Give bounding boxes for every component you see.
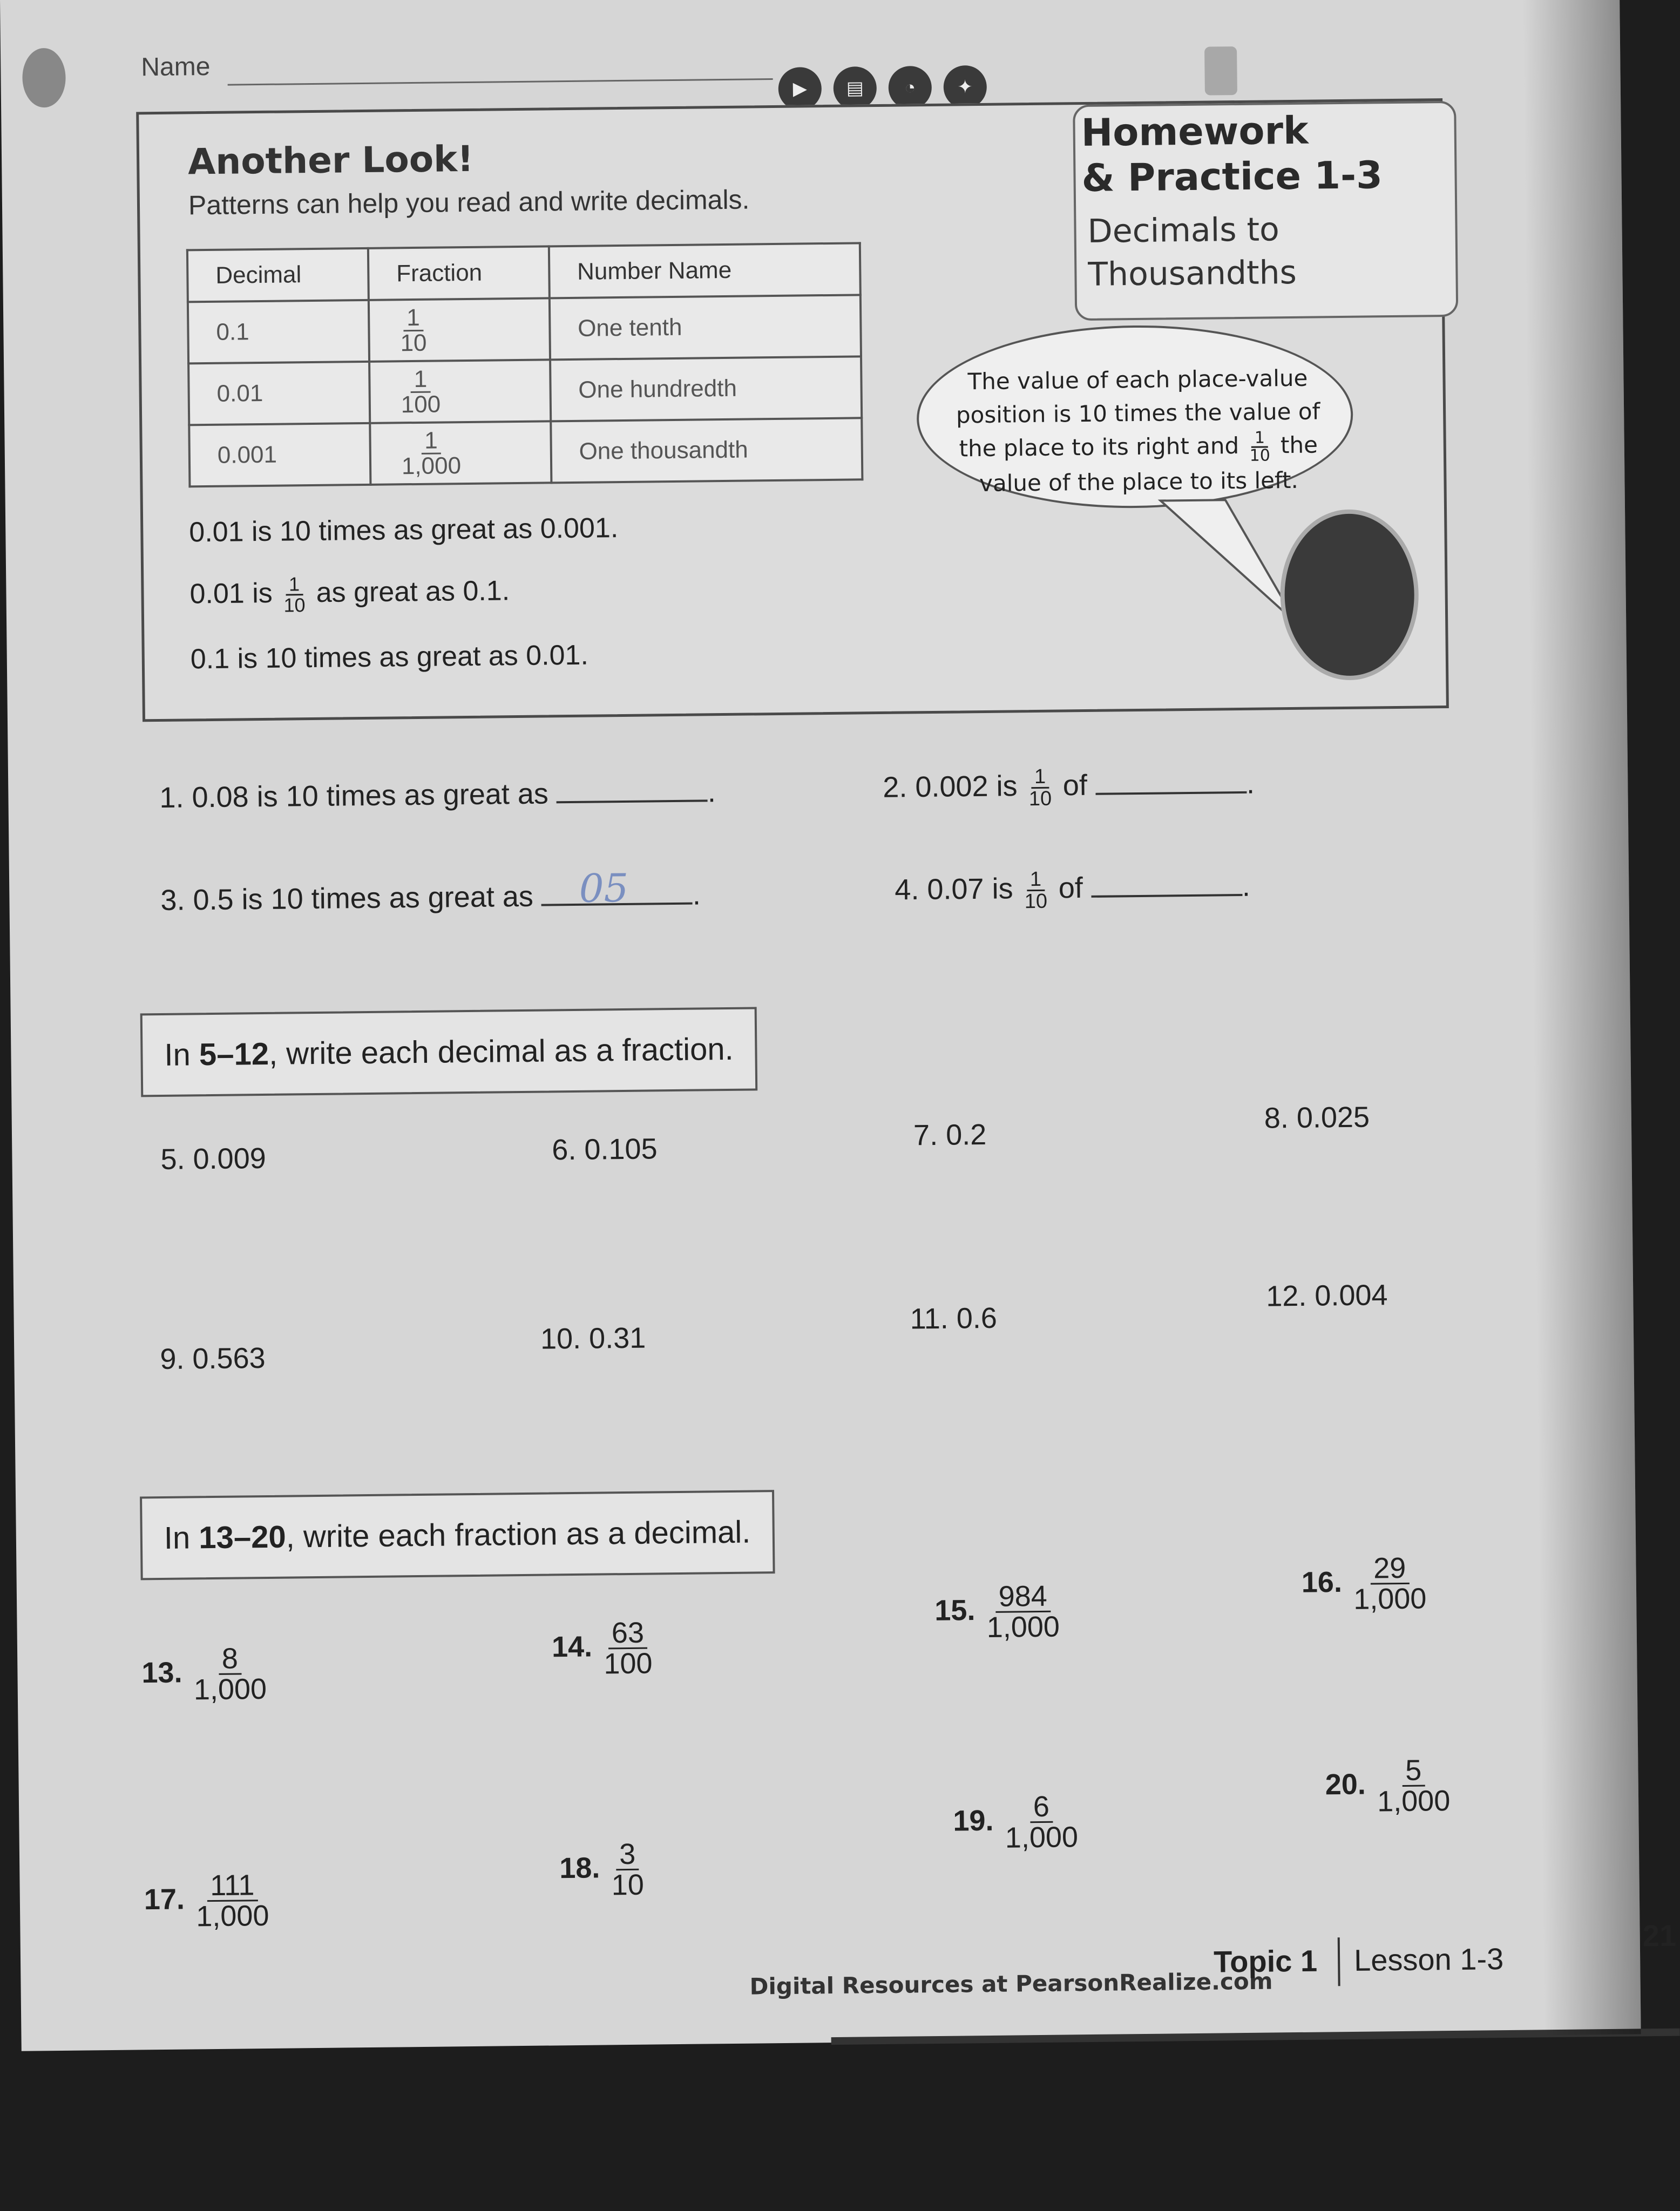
denominator: 1,000: [1353, 1582, 1427, 1616]
denominator: 10: [400, 329, 427, 356]
intro-text: Patterns can help you read and write decimals.: [188, 184, 750, 221]
exercise-value: 0.31: [588, 1321, 646, 1355]
fraction-cell: [370, 421, 551, 485]
games-icon: ✦: [943, 65, 987, 109]
exercise-18: [559, 1837, 647, 1902]
fraction-cell: [369, 360, 551, 423]
exercise-6: [552, 1132, 658, 1166]
leaf-icon: [22, 48, 66, 108]
question-2: 2. 0.002 is $\frac{1}{10}$ of .: [883, 765, 1255, 811]
exercise-number: 11.: [910, 1302, 949, 1335]
fraction: [1350, 1553, 1430, 1614]
answer-blank[interactable]: [1095, 791, 1247, 795]
question-number: 3.: [160, 884, 185, 917]
bubble-text-part: the place to its right and: [959, 432, 1239, 462]
exercise-number: 13.: [141, 1656, 182, 1690]
number-name-cell: One tenth: [550, 295, 861, 360]
fraction: [608, 1837, 647, 1902]
table-row: [189, 418, 862, 486]
bubble-line: [949, 428, 1327, 467]
question-1: 1. 0.08 is 10 times as great as .: [159, 776, 716, 814]
exercise-number: 20.: [1325, 1768, 1366, 1801]
fact-3: 0.1 is 10 times as great as 0.01.: [190, 639, 589, 675]
numerator: 5: [1402, 1756, 1425, 1787]
numerator: 6: [1030, 1792, 1053, 1823]
fraction: [280, 574, 309, 615]
exercise-number: 5.: [160, 1143, 185, 1176]
question-text: 0.07 is: [927, 872, 1013, 906]
decimal-cell: 0.001: [189, 423, 370, 487]
exercise-5: [160, 1142, 266, 1176]
exercise-number: 17.: [144, 1883, 185, 1916]
denominator: 10: [1249, 446, 1271, 465]
exercise-value: 0.2: [945, 1118, 987, 1151]
answer-blank[interactable]: [1091, 894, 1242, 898]
question-number: 4.: [895, 873, 919, 906]
exercise-10: [540, 1321, 646, 1356]
fraction: [397, 367, 444, 417]
numerator: 29: [1370, 1554, 1410, 1585]
handwritten-answer: 05: [579, 865, 629, 911]
title-homework: Homework: [1081, 108, 1309, 155]
numerator: 1: [1251, 430, 1268, 447]
subtitle-line1: Decimals to: [1087, 211, 1280, 250]
name-line: [228, 78, 773, 86]
exercise-number: 16.: [1301, 1565, 1343, 1599]
exercise-number: 6.: [552, 1133, 577, 1166]
numerator: 3: [616, 1840, 639, 1870]
fact-2: [189, 572, 510, 616]
tools-icon: ◔: [888, 66, 932, 110]
speech-bubble-tail: [1161, 499, 1303, 641]
question-number: 2.: [883, 771, 907, 804]
exercise-16: [1301, 1553, 1430, 1614]
page-number: 21: [1642, 1918, 1677, 1953]
fraction: [1246, 430, 1273, 464]
bubble-line: position is 10 times the value of: [956, 398, 1320, 429]
denominator: 10: [1024, 890, 1048, 913]
table-row: [188, 356, 862, 425]
exercise-number: 15.: [934, 1594, 976, 1627]
denominator: 1,000: [1377, 1785, 1451, 1818]
exercise-8: [1264, 1101, 1370, 1135]
pattern-table: [186, 242, 864, 487]
exercise-number: 7.: [913, 1118, 938, 1152]
numerator: 1: [1031, 767, 1049, 789]
numerator: 1: [286, 574, 303, 595]
numerator: 984: [995, 1582, 1051, 1613]
instruction-range: 13–20: [199, 1519, 286, 1556]
speech-bubble-text: [949, 361, 1328, 500]
numerator: 1: [410, 367, 430, 392]
numerator: 63: [608, 1618, 648, 1650]
numerator: 111: [207, 1870, 258, 1902]
exercise-number: 14.: [551, 1630, 593, 1664]
instruction-text: , write each decimal as a fraction.: [268, 1031, 734, 1071]
footer-divider: [1338, 1937, 1340, 1986]
student-avatar: [1279, 509, 1419, 681]
subtitle-line2: Thousandths: [1088, 253, 1297, 294]
column-header: Fraction: [368, 246, 550, 300]
denominator: 1,000: [1005, 1821, 1079, 1854]
instruction-text: , write each fraction as a decimal.: [286, 1514, 751, 1555]
exercise-value: 0.105: [584, 1132, 658, 1166]
decimal-cell: 0.1: [188, 300, 369, 364]
exercise-number: 8.: [1264, 1102, 1289, 1135]
exercise-15: [934, 1579, 1063, 1644]
instruction-range: 5–12: [199, 1036, 269, 1073]
table-row: [188, 295, 861, 363]
fraction: [1021, 869, 1051, 912]
exercise-7: [913, 1118, 987, 1152]
denominator: 1,000: [401, 452, 462, 479]
denominator: 10: [611, 1868, 645, 1902]
exercise-value: 0.009: [193, 1142, 267, 1176]
denominator: 1,000: [195, 1899, 269, 1933]
question-4: 4. 0.07 is $\frac{1}{10}$ of .: [895, 867, 1251, 913]
question-text: 0.5 is 10 times as great as: [193, 880, 534, 917]
exercise-number: 10.: [540, 1322, 581, 1355]
figure-icon: [1204, 46, 1237, 96]
question-text: 0.002 is: [915, 770, 1018, 804]
number-name-cell: One thousandth: [551, 418, 862, 483]
exercise-12: [1266, 1278, 1388, 1313]
exercise-value: 0.025: [1296, 1101, 1370, 1134]
question-text: 0.08 is 10 times as great as: [192, 777, 549, 814]
lesson-subtitle: [1087, 208, 1297, 296]
section-2-instruction: [140, 1490, 775, 1580]
exercise-value: 0.004: [1315, 1279, 1388, 1312]
fraction: [397, 306, 430, 355]
exercise-13: [141, 1644, 270, 1705]
fact-1: 0.01 is 10 times as great as 0.001.: [189, 512, 619, 548]
column-header: Number Name: [549, 243, 861, 298]
exercise-17: [144, 1870, 272, 1931]
fraction: [190, 1644, 270, 1705]
numerator: 8: [219, 1644, 242, 1674]
exercise-14: [551, 1618, 655, 1679]
instruction-text: In: [164, 1037, 200, 1073]
fraction: [1001, 1792, 1081, 1853]
fraction: [1025, 767, 1055, 810]
digital-resources-text: Digital Resources at PearsonRealize.com: [749, 1968, 1273, 2000]
another-look-heading: Another Look!: [187, 138, 474, 183]
exercise-11: [910, 1301, 997, 1336]
section-1-instruction: [140, 1007, 758, 1097]
numerator: 1: [403, 306, 423, 331]
bubble-text-part: the: [1280, 431, 1318, 459]
numerator: 1: [1027, 869, 1045, 891]
number-name-cell: One hundredth: [550, 356, 862, 421]
practice-buddy-icon: ▤: [833, 66, 877, 110]
denominator: 100: [604, 1647, 653, 1680]
exercise-20: [1325, 1755, 1453, 1816]
exercise-value: 0.6: [956, 1301, 998, 1335]
denominator: 10: [283, 594, 306, 616]
exercise-number: 19.: [953, 1804, 994, 1837]
footer-topic: Topic 1: [1213, 1943, 1318, 1979]
denominator: 1,000: [986, 1610, 1060, 1644]
name-label: Name: [141, 52, 211, 82]
bubble-line: value of the place to its left.: [979, 466, 1299, 497]
denominator: 100: [401, 390, 441, 418]
exercise-number: 18.: [559, 1851, 600, 1885]
exercise-9: [160, 1341, 266, 1376]
answer-blank[interactable]: [541, 865, 693, 911]
bubble-line: The value of each place-value: [967, 364, 1308, 395]
fraction: [600, 1618, 656, 1678]
fraction-cell: [369, 298, 550, 362]
exercise-number: 9.: [160, 1342, 185, 1376]
column-header: Decimal: [187, 248, 369, 302]
exercise-number: 12.: [1265, 1279, 1307, 1313]
question-number: 1.: [159, 781, 184, 814]
question-text: of: [1058, 871, 1083, 905]
fraction: [398, 429, 464, 478]
answer-blank[interactable]: [557, 799, 708, 803]
footer-bar: [831, 2029, 1680, 2045]
numerator: 1: [421, 429, 441, 454]
fraction: [983, 1579, 1063, 1644]
table-header-row: [187, 243, 861, 302]
question-3: 3. 0.5 is 10 times as great as 05 .: [160, 865, 701, 917]
decimal-cell: 0.01: [188, 362, 370, 425]
footer-lesson: Lesson 1-3: [1353, 1942, 1504, 1977]
question-text: of: [1062, 769, 1088, 802]
play-icon: ▶: [778, 67, 822, 111]
denominator: 1,000: [193, 1672, 267, 1706]
instruction-text: In: [164, 1520, 199, 1556]
fraction: [1373, 1755, 1453, 1816]
exercise-19: [953, 1792, 1081, 1853]
fact-text: 0.01 is: [189, 578, 273, 610]
exercise-value: 0.563: [192, 1341, 266, 1375]
fraction: [192, 1870, 272, 1931]
denominator: 10: [1028, 787, 1052, 811]
lesson-title: [1081, 107, 1383, 201]
fact-text: as great as 0.1.: [316, 575, 510, 609]
title-practice: & Practice 1-3: [1081, 153, 1383, 201]
